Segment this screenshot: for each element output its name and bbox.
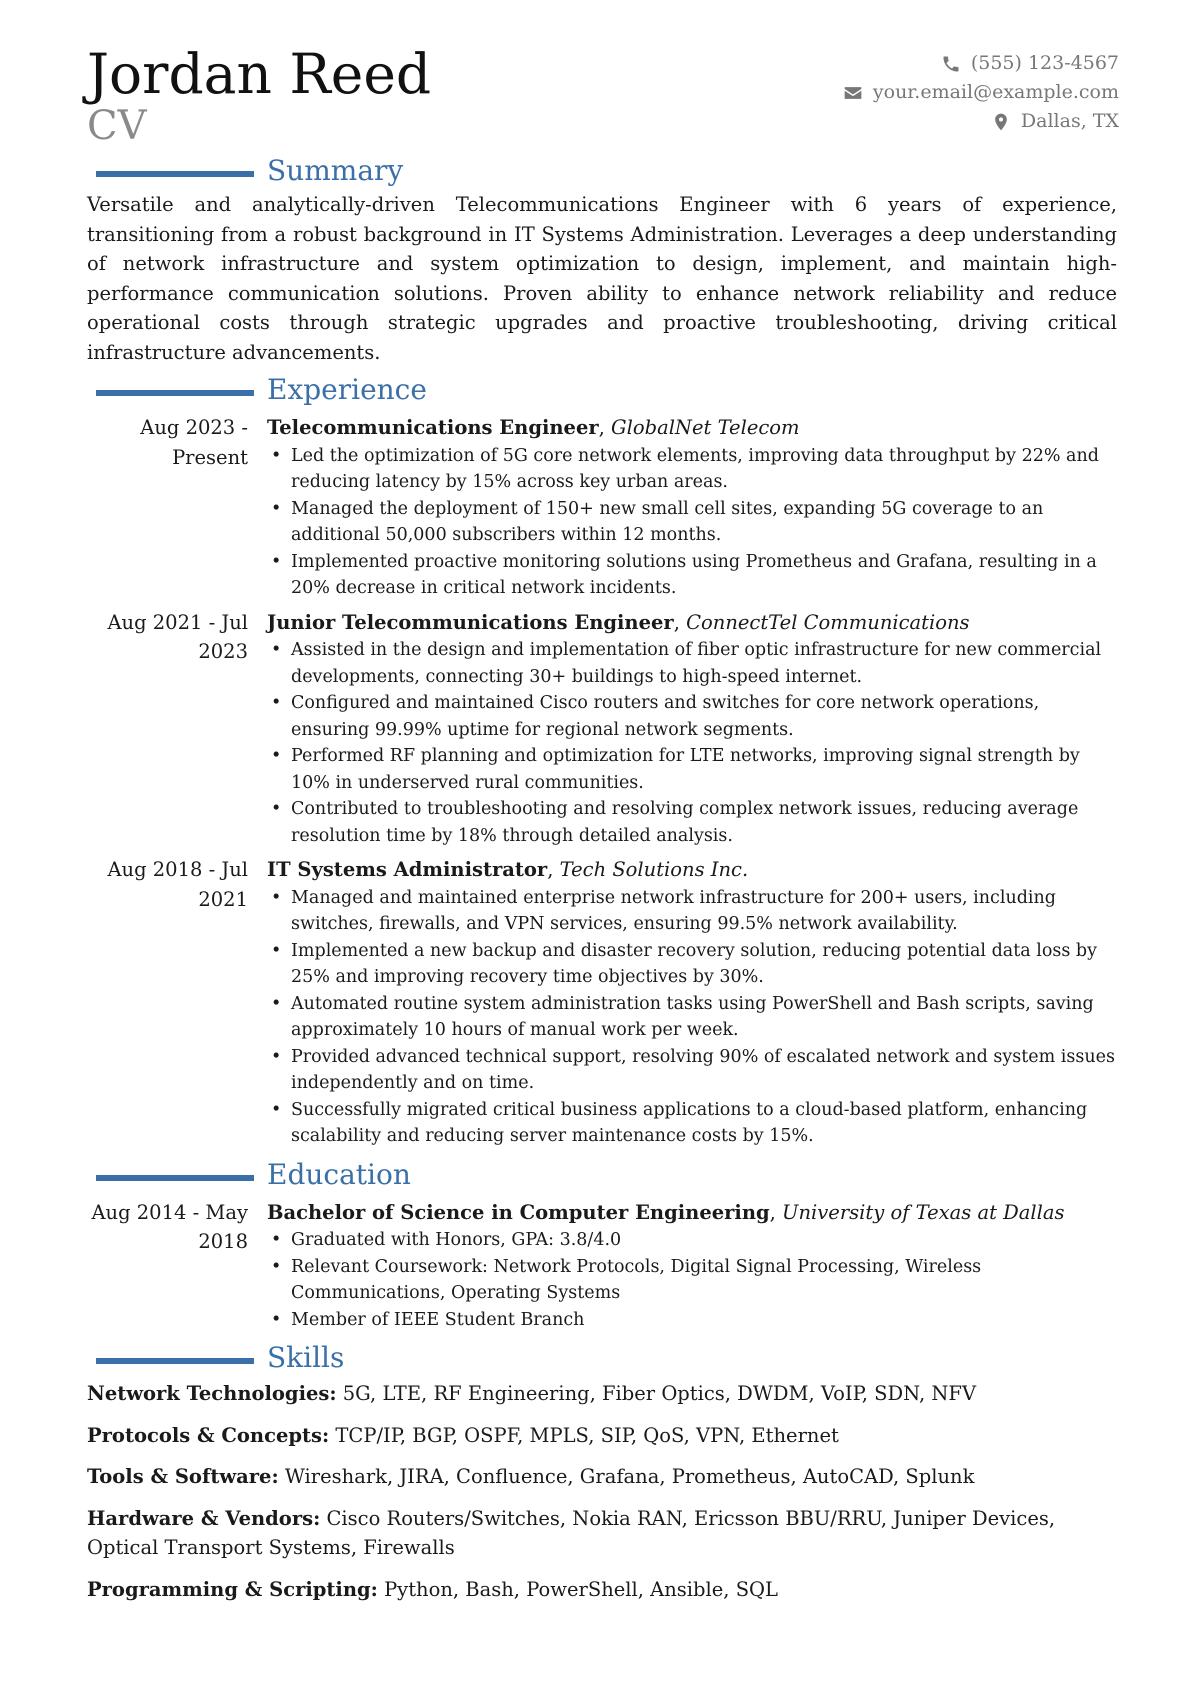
degree-title: Bachelor of Science in Computer Engineering xyxy=(267,1200,770,1224)
list-item: • Successfully migrated critical business applications to a cloud-based platform, enhancing scalability and reducing server maintenance costs by 15%. xyxy=(267,1097,1117,1150)
skill-row xyxy=(87,1504,1117,1563)
skill-category: Hardware & Vendors: xyxy=(87,1506,321,1530)
section-accent-bar xyxy=(96,171,254,177)
phone-text: (555) 123-4567 xyxy=(970,52,1119,74)
contact-phone xyxy=(843,49,1119,78)
skill-category: Protocols & Concepts: xyxy=(87,1423,330,1447)
contact-location xyxy=(843,107,1119,136)
cv-header xyxy=(87,44,1117,154)
entry-body xyxy=(267,855,1117,1150)
bullet-list xyxy=(267,443,1117,602)
list-item: • Contributed to troubleshooting and resolving complex network issues, reducing average resolution time by 18% through detailed analysis. xyxy=(267,796,1117,849)
entry-body xyxy=(267,1198,1117,1334)
company-name: ConnectTel Communications xyxy=(686,610,970,634)
job-title: Telecommunications Engineer xyxy=(267,416,599,439)
skill-values: 5G, LTE, RF Engineering, Fiber Optics, DWDM, VoIP, SDN, NFV xyxy=(342,1382,977,1405)
list-item: • Assisted in the design and implementation of fiber optic infrastructure for new commercial developments, connecting 30+ buildings to high-speed internet. xyxy=(267,637,1117,690)
skill-category: Programming & Scripting: xyxy=(87,1577,378,1601)
entry-body xyxy=(267,608,1117,850)
document-subtitle: CV xyxy=(87,103,147,149)
skill-values: Python, Bash, PowerShell, Ansible, SQL xyxy=(384,1577,778,1601)
list-item: • Performed RF planning and optimization for LTE networks, improving signal strength by 10% in underserved rural communities. xyxy=(267,743,1117,796)
phone-icon xyxy=(941,54,961,74)
list-item: • Provided advanced technical support, resolving 90% of escalated network and system issues independently and on time. xyxy=(267,1044,1117,1097)
job-title: Junior Telecommunications Engineer xyxy=(267,610,674,634)
summary-text: Versatile and analytically-driven Telecommunications Engineer with 6 years of experience, transitioning from a robust background in IT Systems Administration. Leverages a deep understanding of network infrastructure and system optimization to design, implement, and maintain high-performance communication solutions. Proven ability to enhance network reliability and reduce operational costs through strategic upgrades and proactive troubleshooting, driving critical infrastructure advancements. xyxy=(87,193,1117,364)
skill-category: Tools & Software: xyxy=(87,1465,279,1488)
envelope-icon xyxy=(843,83,863,103)
section-title: Experience xyxy=(267,373,427,406)
entry-dates: Aug 2018 - Jul 2021 xyxy=(107,858,248,911)
skill-row xyxy=(87,1575,1117,1605)
section-experience-heading xyxy=(87,373,1117,407)
contact-block xyxy=(843,49,1119,136)
map-pin-icon xyxy=(991,112,1011,132)
section-title: Education xyxy=(267,1157,411,1191)
experience-entry xyxy=(87,413,1117,602)
contact-email xyxy=(843,78,1119,107)
email-text: your.email@example.com xyxy=(872,81,1119,103)
bullet-list xyxy=(267,1227,1117,1333)
entry-heading: IT Systems Administrator, Tech Solutions Inc. xyxy=(267,858,749,881)
skill-row xyxy=(87,1379,1117,1409)
experience-entry xyxy=(87,855,1117,1150)
person-name: Jordan Reed xyxy=(87,42,432,106)
section-summary-heading xyxy=(87,154,1117,188)
experience-entry xyxy=(87,608,1117,850)
skill-row xyxy=(87,1462,1117,1492)
list-item: • Relevant Coursework: Network Protocols, Digital Signal Processing, Wireless Communications, Operating Systems xyxy=(267,1254,1117,1307)
section-accent-bar xyxy=(96,390,254,396)
skill-row xyxy=(87,1421,1117,1451)
section-title: Skills xyxy=(267,1341,345,1374)
section-accent-bar xyxy=(96,1358,254,1364)
list-item: • Implemented a new backup and disaster recovery solution, reducing potential data loss by 25% and improving recovery time objectives by 30%. xyxy=(267,938,1117,991)
list-item: • Implemented proactive monitoring solutions using Prometheus and Grafana, resulting in a 20% decrease in critical network incidents. xyxy=(267,549,1117,602)
section-education-heading xyxy=(87,1158,1117,1192)
entry-body xyxy=(267,413,1117,602)
skill-values: Wireshark, JIRA, Confluence, Grafana, Prometheus, AutoCAD, Splunk xyxy=(284,1465,975,1488)
section-accent-bar xyxy=(96,1175,254,1181)
list-item: • Managed and maintained enterprise network infrastructure for 200+ users, including switches, firewalls, and VPN services, ensuring 99.5% network availability. xyxy=(267,885,1117,938)
skill-category: Network Technologies: xyxy=(87,1382,337,1405)
entry-dates: Aug 2021 - Jul 2023 xyxy=(107,610,248,663)
company-name: GlobalNet Telecom xyxy=(611,416,800,439)
list-item: • Member of IEEE Student Branch xyxy=(267,1307,1117,1334)
cv-page xyxy=(87,44,1117,1616)
entry-heading: Bachelor of Science in Computer Engineering, University of Texas at Dallas xyxy=(267,1200,1065,1224)
job-title: IT Systems Administrator xyxy=(267,858,548,881)
skill-values: Cisco Routers/Switches, Nokia RAN, Ericsson BBU/RRU, Juniper Devices, Optical Transport Systems, Firewalls xyxy=(87,1506,1056,1559)
skill-values: TCP/IP, BGP, OSPF, MPLS, SIP, QoS, VPN, Ethernet xyxy=(335,1423,839,1447)
section-title: Summary xyxy=(267,154,404,187)
bullet-list xyxy=(267,637,1117,849)
entry-dates: Aug 2023 - Present xyxy=(140,416,248,469)
location-text: Dallas, TX xyxy=(1020,110,1119,132)
list-item: • Automated routine system administration tasks using PowerShell and Bash scripts, saving approximately 10 hours of manual work per week. xyxy=(267,991,1117,1044)
list-item: • Led the optimization of 5G core network elements, improving data throughput by 22% and reducing latency by 15% across key urban areas. xyxy=(267,443,1117,496)
list-item: • Graduated with Honors, GPA: 3.8/4.0 xyxy=(267,1227,1117,1254)
company-name: Tech Solutions Inc. xyxy=(559,858,749,881)
entry-dates: Aug 2014 - May 2018 xyxy=(91,1200,248,1253)
list-item: • Configured and maintained Cisco routers and switches for core network operations, ensuring 99.99% uptime for regional network segments. xyxy=(267,690,1117,743)
bullet-list xyxy=(267,885,1117,1150)
institution-name: University of Texas at Dallas xyxy=(782,1200,1065,1224)
education-entry xyxy=(87,1198,1117,1334)
skills-list xyxy=(87,1379,1117,1604)
list-item: • Managed the deployment of 150+ new small cell sites, expanding 5G coverage to an additional 50,000 subscribers within 12 months. xyxy=(267,496,1117,549)
entry-heading: Telecommunications Engineer, GlobalNet Telecom xyxy=(267,416,800,439)
entry-heading: Junior Telecommunications Engineer, ConnectTel Communications xyxy=(267,610,970,634)
section-skills-heading xyxy=(87,1341,1117,1375)
